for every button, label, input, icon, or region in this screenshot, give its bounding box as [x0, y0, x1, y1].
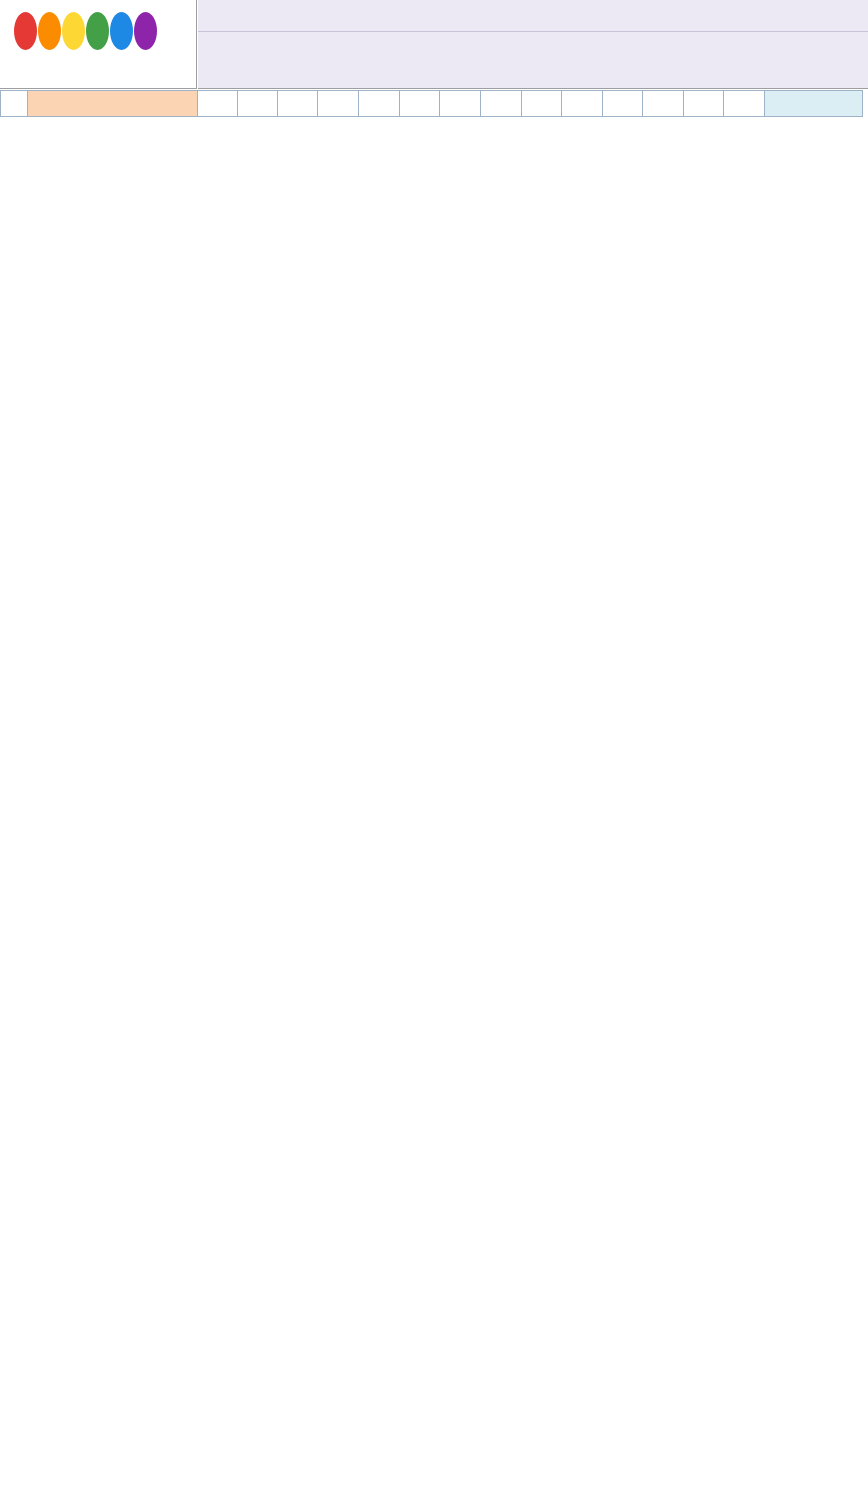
col-header-date	[643, 91, 684, 117]
col-header-date	[198, 91, 238, 117]
col-header-member	[28, 91, 198, 117]
logo-letters	[14, 12, 158, 55]
col-header-date	[562, 91, 603, 117]
logo-wordmark	[14, 8, 160, 58]
col-header-date	[724, 91, 765, 117]
col-header-date	[318, 91, 359, 117]
col-header-date	[400, 91, 440, 117]
col-header-date	[359, 91, 400, 117]
table-header-row	[1, 91, 863, 117]
col-header-date	[684, 91, 724, 117]
col-header-date	[603, 91, 643, 117]
logo-letter	[110, 12, 133, 50]
col-header-date	[481, 91, 522, 117]
report-month-title	[198, 32, 868, 89]
col-header-date	[522, 91, 562, 117]
logo-letter	[38, 12, 61, 50]
stats-table	[0, 90, 863, 117]
logo-letter	[134, 12, 157, 50]
logo-letter	[14, 12, 37, 50]
col-header-date	[440, 91, 481, 117]
logo-letter	[86, 12, 109, 50]
col-header-date	[238, 91, 278, 117]
col-header-tt	[1, 91, 28, 117]
logo-letter	[62, 12, 85, 50]
report-banner-title	[198, 0, 868, 32]
ketqua-logo[interactable]	[0, 0, 197, 89]
col-header-date	[278, 91, 318, 117]
col-header-total	[765, 91, 863, 117]
